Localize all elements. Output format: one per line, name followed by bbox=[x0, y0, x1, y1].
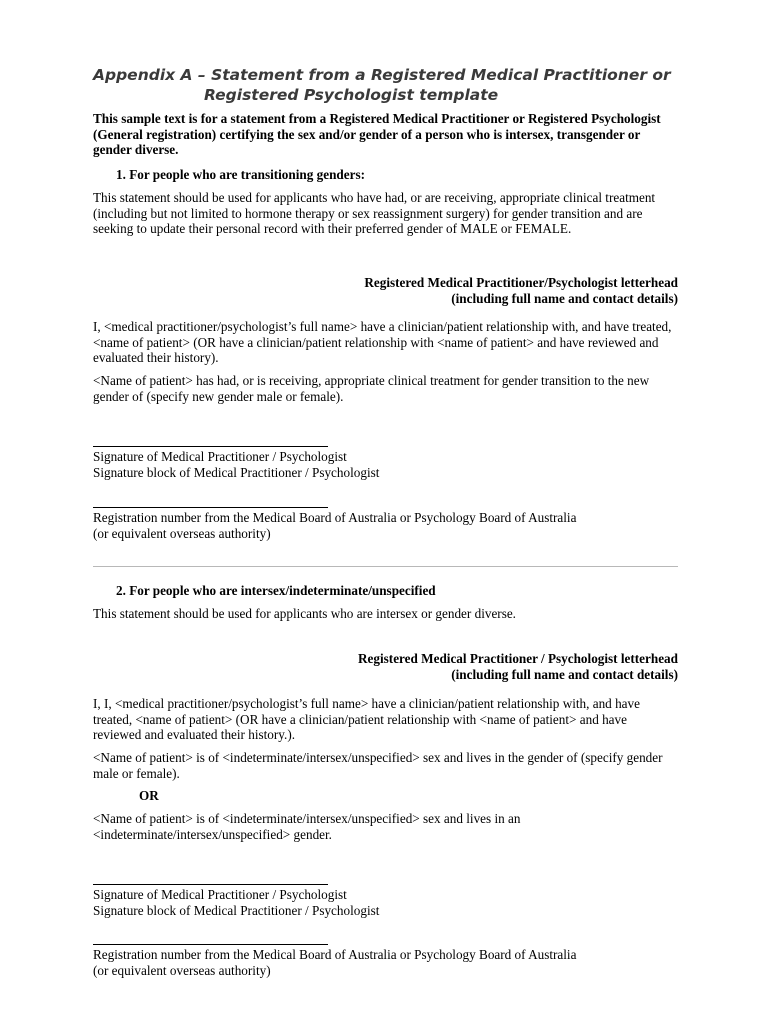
section-1-heading: 1. For people who are transitioning genders: bbox=[116, 167, 365, 182]
section-2-or-separator: OR bbox=[139, 788, 159, 803]
section-2-letterhead-line-2: (including full name and contact details) bbox=[451, 667, 678, 682]
section-1-signature-block-label: Signature block of Medical Practitioner / Psychologist bbox=[93, 465, 380, 480]
intro-text: This sample text is for a statement from a Registered Medical Practitioner or Registered Psychologist (General registration) certifying the sex and/or gender of a person who is intersex, transgender or gender diverse. bbox=[93, 111, 661, 157]
title-line-1: Appendix A – Statement from a Registered Medical Practitioner or bbox=[93, 66, 671, 84]
section-1-letterhead-line-1: Registered Medical Practitioner/Psychologist letterhead bbox=[364, 275, 678, 290]
section-2-heading: 2. For people who are intersex/indeterminate/unspecified bbox=[116, 583, 436, 598]
section-2-signature-line bbox=[93, 884, 328, 885]
section-2-registration-line bbox=[93, 944, 328, 945]
section-divider bbox=[93, 566, 678, 567]
section-2-statement-paragraph: I, I, <medical practitioner/psychologist’s full name> have a clinician/patient relationship with, and have treated, <name of patient> (OR have a clinician/patient relationship with <name of patient> and have reviewed and evaluated their history.). bbox=[93, 696, 640, 742]
section-1-statement-paragraph: I, <medical practitioner/psychologist’s full name> have a clinician/patient relationship with, and have treated, <name of patient> (OR have a clinician/patient relationship with <name of patient> and have reviewed and evaluated their history). bbox=[93, 319, 672, 365]
section-1-registration-line bbox=[93, 507, 328, 508]
section-2-registration-label: Registration number from the Medical Board of Australia or Psychology Board of Australia bbox=[93, 947, 577, 962]
section-1-registration-authority: (or equivalent overseas authority) bbox=[93, 526, 271, 541]
section-2-sex-gender-paragraph: <Name of patient> is of <indeterminate/intersex/unspecified> sex and lives in the gender of (specify gender male or female). bbox=[93, 750, 663, 781]
section-1-letterhead-line-2: (including full name and contact details) bbox=[451, 291, 678, 306]
section-1-registration-label: Registration number from the Medical Board of Australia or Psychology Board of Australia bbox=[93, 510, 577, 525]
section-2-signature-block-label: Signature block of Medical Practitioner / Psychologist bbox=[93, 903, 380, 918]
section-2-letterhead-line-1: Registered Medical Practitioner / Psychologist letterhead bbox=[358, 651, 678, 666]
section-1-signature-label: Signature of Medical Practitioner / Psychologist bbox=[93, 449, 347, 464]
section-2-signature-label: Signature of Medical Practitioner / Psychologist bbox=[93, 887, 347, 902]
section-2-registration-authority: (or equivalent overseas authority) bbox=[93, 963, 271, 978]
section-2-description: This statement should be used for applicants who are intersex or gender diverse. bbox=[93, 606, 516, 621]
section-1-treatment-paragraph: <Name of patient> has had, or is receiving, appropriate clinical treatment for gender transition to the new gender of (specify new gender male or female). bbox=[93, 373, 650, 404]
section-1-description: This statement should be used for applicants who have had, or are receiving, appropriate clinical treatment (including but not limited to hormone therapy or sex reassignment surgery) for gender transition and are seeking to update their personal record with their preferred gender of MALE or FEMALE. bbox=[93, 190, 656, 236]
title-line-2: Registered Psychologist template bbox=[204, 86, 499, 104]
section-2-alternate-paragraph: <Name of patient> is of <indeterminate/intersex/unspecified> sex and lives in an <indeterminate/intersex/unspecified> gender. bbox=[93, 811, 521, 842]
section-1-signature-line bbox=[93, 446, 328, 447]
